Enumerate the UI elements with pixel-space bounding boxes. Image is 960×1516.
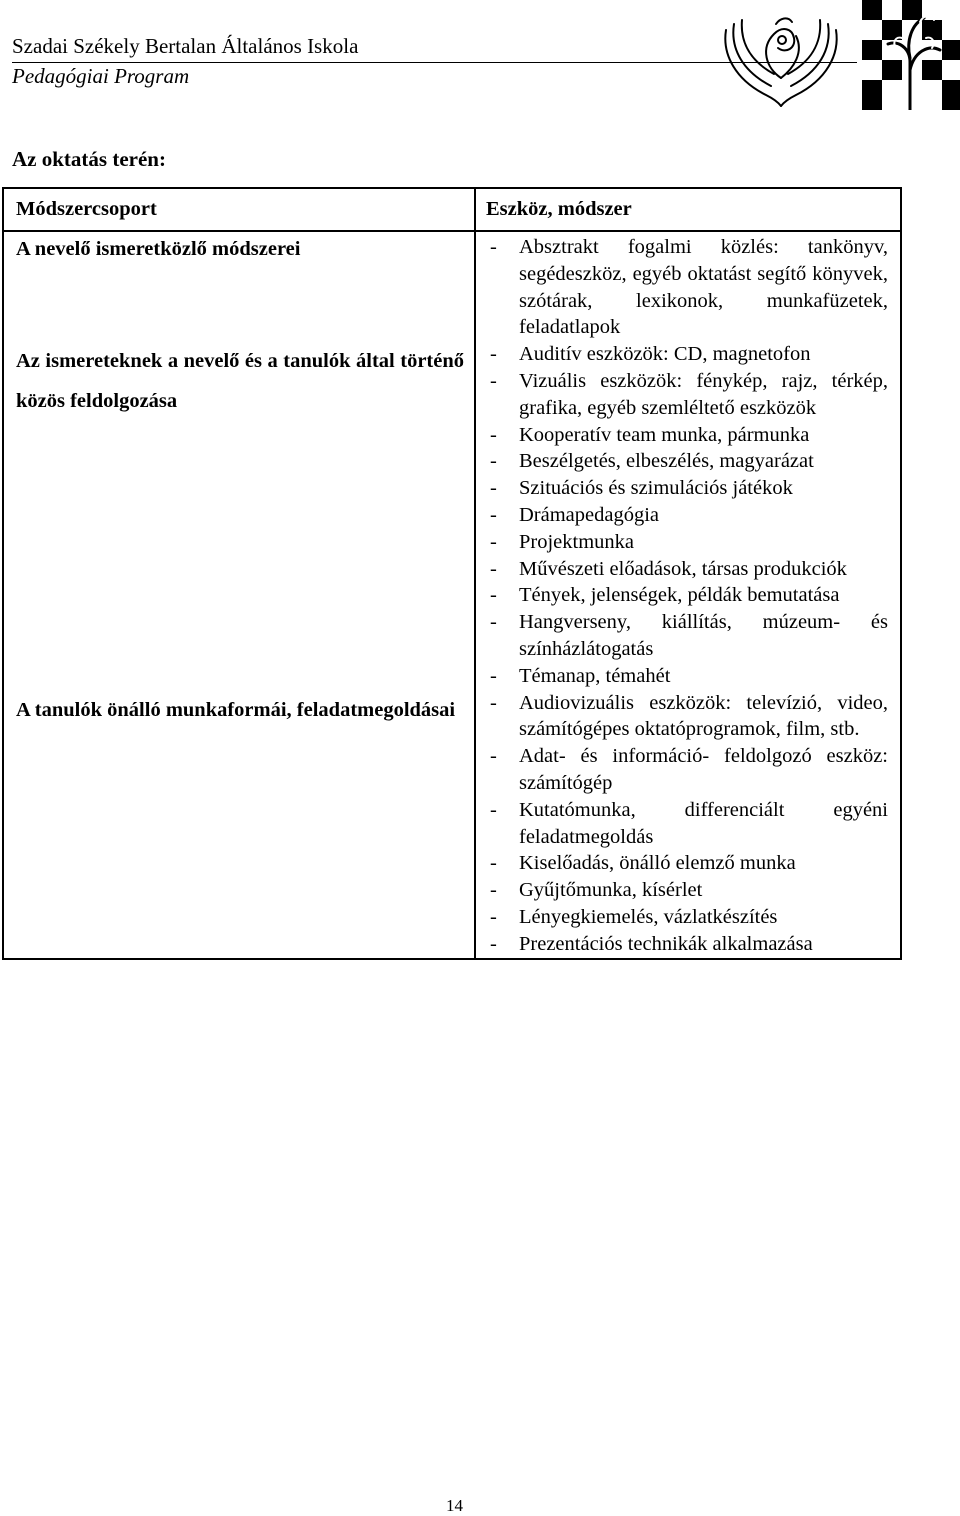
list-item: - Kiselőadás, önálló elemző munka [486,850,888,877]
page-header [0,0,960,110]
program-name: Pedagógiai Program [12,64,190,88]
method-group-label: A nevelő ismeretközlő módszerei [16,238,301,260]
table-row [3,341,901,689]
school-name: Szadai Székely Bertalan Általános Iskola [12,34,359,58]
tools-list [486,690,888,958]
list-item: - Drámapedagógia [486,502,888,529]
tools-list [486,234,888,341]
list-item: - Projektmunka [486,529,888,556]
list-item: - Adat- és információ- feldolgozó eszköz: számítógép [486,743,888,797]
list-item: - Hangverseny, kiállítás, múzeum- és színházlátogatás [486,609,888,663]
list-item: - Lényegkiemelés, vázlatkészítés [486,904,888,931]
list-item: - Vizuális eszközök: fénykép, rajz, térkép, grafika, egyéb szemléltető eszközök [486,368,888,422]
list-item: - Gyűjtőmunka, kísérlet [486,877,888,904]
tools-list [486,341,888,689]
method-group-label: Az ismereteknek a nevelő és a tanulók által történő közös feldolgozása [16,350,464,413]
list-item: - Kutatómunka, differenciált egyéni feladatmegoldás [486,797,888,851]
list-item: - Beszélgetés, elbeszélés, magyarázat [486,448,888,475]
list-item: - Audiovizuális eszközök: televízió, video, számítógépes oktatóprogramok, film, stb. [486,690,888,744]
methods-table [2,187,902,960]
header-method-group: Módszercsoport [3,188,475,231]
section-title: Az oktatás terén: [12,147,166,171]
list-item: - Szituációs és szimulációs játékok [486,475,888,502]
list-item: - Prezentációs technikák alkalmazása [486,931,888,958]
list-item: - Auditív eszközök: CD, magnetofon [486,341,888,368]
list-item: - Témanap, témahét [486,663,888,690]
table-header-row [3,188,901,231]
list-item: - Művészeti előadások, társas produkciók [486,556,888,583]
method-group-label: A tanulók önálló munkaformái, feladatmegoldásai [16,698,456,721]
page-number: 14 [446,1496,463,1515]
header-tools: Eszköz, módszer [475,188,901,231]
hands-flower-logo [716,10,846,108]
list-item: - Kooperatív team munka, pármunka [486,422,888,449]
chess-tree-logo [862,0,960,110]
table-row [3,231,901,341]
table-row [3,690,901,959]
list-item: - Absztrakt fogalmi közlés: tankönyv, segédeszköz, egyéb oktatást segítő könyvek, szótárak, lexikonok, munkafüzetek, feladatlapok [486,234,888,341]
list-item: - Tények, jelenségek, példák bemutatása [486,582,888,609]
